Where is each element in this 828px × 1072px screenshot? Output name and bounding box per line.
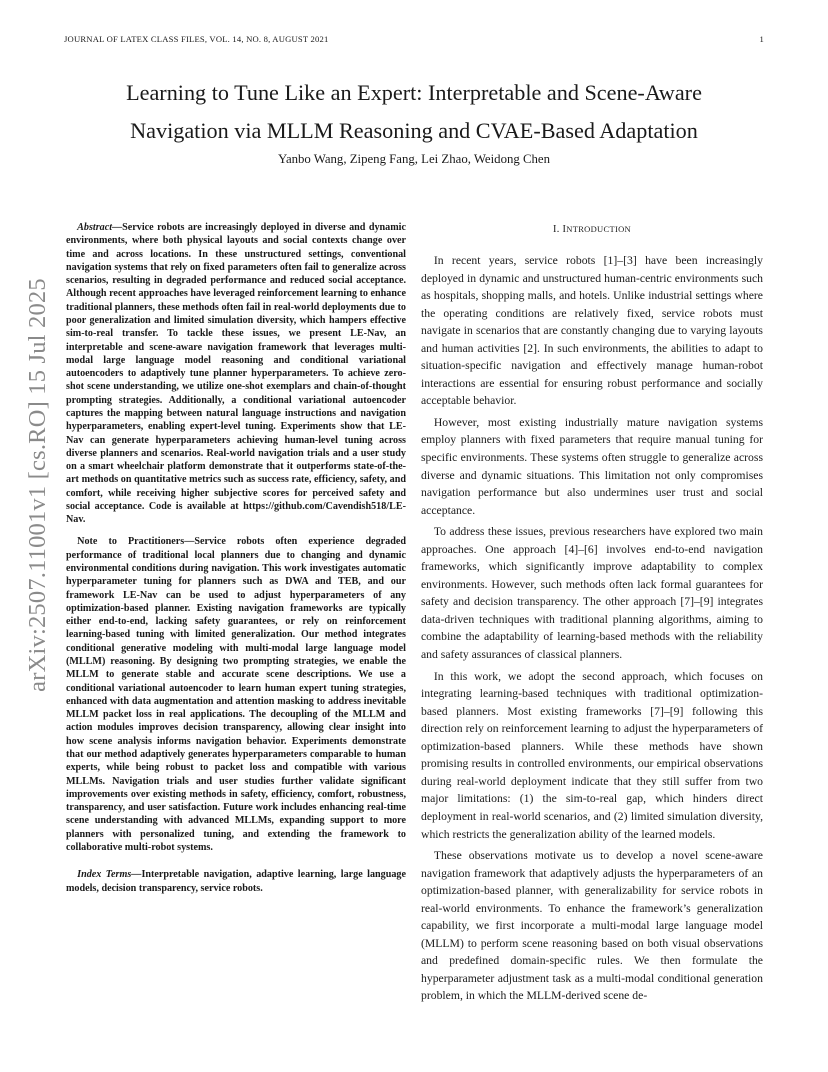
title-line-2: Navigation via MLLM Reasoning and CVAE-Based Adaptation — [130, 118, 698, 143]
abstract-text: Service robots are increasingly deployed in diverse and dynamic environments, where both physical layouts and social contexts change over time and across locations. In these unstructured settings, conventional navigation systems that rely on fixed parameters often fail to generalize across scenarios, resulting in degraded performance and reduced social acceptance. Although recent approaches have leveraged reinforcement learning to enhance traditional planners, these methods often fail in real-world deployments due to poor generalization and limited simulation diversity, which hampers effective sim-to-real transfer. To tackle these issues, we present LE-Nav, an interpretable and scene-aware navigation framework that leverages multi-modal large language model reasoning and conditional variational autoencoders to adaptively tune planner hyperparameters. To achieve zero-shot scene understanding, we utilize one-shot exemplars and chain-of-thought prompting strategies. Additionally, a conditional variational autoencoder captures the mapping between natural language instructions and navigation hyperparameters, enabling expert-level tuning. Experiments show that LE-Nav can generate hyperparameters achieving human-level tuning across diverse planners and scenarios. Real-world navigation trials and a user study on a smart wheelchair platform demonstrate that it outperforms state-of-the-art methods on quantitative metrics such as success rate, efficiency, safety, and comfort, while receiving higher subjective scores for perceived safety and social acceptance. Code is available at https://github.com/Cavendish518/LE-Nav. — [66, 222, 406, 526]
note-lead: Note to Practitioners— — [77, 536, 195, 548]
section-heading-introduction — [421, 221, 763, 238]
author-list: Yanbo Wang, Zipeng Fang, Lei Zhao, Weidong Chen — [278, 152, 550, 166]
index-terms — [66, 868, 406, 895]
intro-paragraph: In this work, we adopt the second approach, which focuses on integrating learning-based techniques with traditional optimization-based planners. Most existing frameworks [7]–[9] following this direction rely on reinforcement learning to adjust the hyperparameters of optimization-based planners. While these methods have shown promising results in controlled environments, our empirical observations during real-world deployment indicate that they still suffer from two major limitations: (1) the sim-to-real gap, which hinders direct deployment in real-world scenarios, and (2) limited simulation diversity, which restricts the generalization ability of the learned models. — [421, 669, 763, 841]
arxiv-identifier: arXiv:2507.11001v1 [cs.RO] 15 Jul 2025 — [24, 278, 52, 692]
note-to-practitioners — [66, 535, 406, 854]
section-title-rest: NTRODUCTION — [566, 224, 631, 234]
journal-running-title: JOURNAL OF LATEX CLASS FILES, VOL. 14, NO. 8, AUGUST 2021 — [64, 34, 329, 44]
intro-paragraph: To address these issues, previous researchers have explored two main approaches. One approach [4]–[6] involves end-to-end navigation frameworks, which significantly improve adaptability to complex environments. However, such methods often lack formal guarantees for safety and decision transparency. The other approach [7]–[9] integrates data-driven techniques with traditional planning algorithms, aiming to combine the adaptability of learning-based methods with the reliability and safety assurances of classical planners. — [421, 525, 763, 662]
running-header — [64, 34, 764, 48]
index-terms-text: Interpretable navigation, adaptive learning, large language models, decision transparency, service robots. — [66, 869, 406, 894]
section-number: I. — [553, 224, 560, 235]
left-column — [66, 221, 406, 904]
abstract-lead: Abstract— — [77, 222, 123, 233]
title-line-1: Learning to Tune Like an Expert: Interpretable and Scene-Aware — [126, 80, 702, 105]
paper-title — [40, 74, 788, 150]
intro-paragraph: However, most existing industrially mature navigation systems employ planners with fixed parameters that require manual tuning for specific environments. These systems often struggle to generalize across diverse and dynamic situations. This limitation not only compromises navigation performance but also undermines user trust and social acceptance. — [421, 415, 763, 517]
intro-paragraph: In recent years, service robots [1]–[3] have been increasingly deployed in dynamic and unstructured human-centric environments such as hospitals, shopping malls, and hotels. Unlike industrial settings where the operating conditions are relatively fixed, service robots must navigate in scenarios that are constantly changing due to varying layouts and human activities [2]. In such environments, the abilities to adapt to situation-specific navigation and effectively manage human-robot interactions are essential for ensuring robust performance and socially acceptable behavior. — [421, 254, 763, 408]
page-number: 1 — [759, 34, 764, 44]
arxiv-stamp — [24, 278, 52, 692]
index-terms-lead: Index Terms— — [77, 869, 142, 881]
note-text: Service robots often experience degraded performance of traditional local planners due to changing and dynamic environmental conditions during navigation. This work investigates automatic hyperparameter tuning for planners such as DWA and TEB, and our framework LE-Nav can be used to adjust hyperparameters of any optimization-based planner. Existing navigation frameworks are typically either end-to-end, lacking safety guarantees, or rely on reinforcement learning-based tuning with limited generalization. Our method integrates conditional generative modeling with multi-modal large language model (MLLM) reasoning. By designing two prompting strategies, we enable the MLLM to generate stable and accurate scene descriptions. We use a conditional variational autoencoder to learn human expert tuning strategies, enhanced with data augmentation and attention masking to address inevitable MLLM packet loss in real applications. The decoupling of the MLLM and action modules improves decision transparency, allowing clear insight into how scene analysis informs navigation behavior. Experiments demonstrate that our method adaptively generates hyperparameters comparable to human experts, while being robust to packet loss and compatible with various MLLMs. Navigation trials and user studies further validate significant improvements over existing methods in safety, efficiency, comfort, robustness, transparency, and user satisfaction. Future work includes enhancing real-time scene understanding with advanced MLLMs, expanding support to more planners with personalized tuning, and extending the framework to collaborative multi-robot systems. — [66, 536, 406, 853]
abstract — [66, 221, 406, 526]
right-column — [421, 221, 763, 1009]
section-title-initial: I — [562, 224, 567, 235]
intro-paragraph: These observations motivate us to develop a novel scene-aware navigation framework that adaptively adjusts the hyperparameters of an optimization-based planner, with generalizability for service robots in real-world environments. To enhance the framework’s generalization capability, we first incorporate a multi-modal large language model (MLLM) to perform scene reasoning based on both visual observations and predefined domain-specific rules. We then formulate the hyperparameter adjustment task as a multi-modal conditional generation problem, in which the MLLM-derived scene de- — [421, 849, 763, 1003]
